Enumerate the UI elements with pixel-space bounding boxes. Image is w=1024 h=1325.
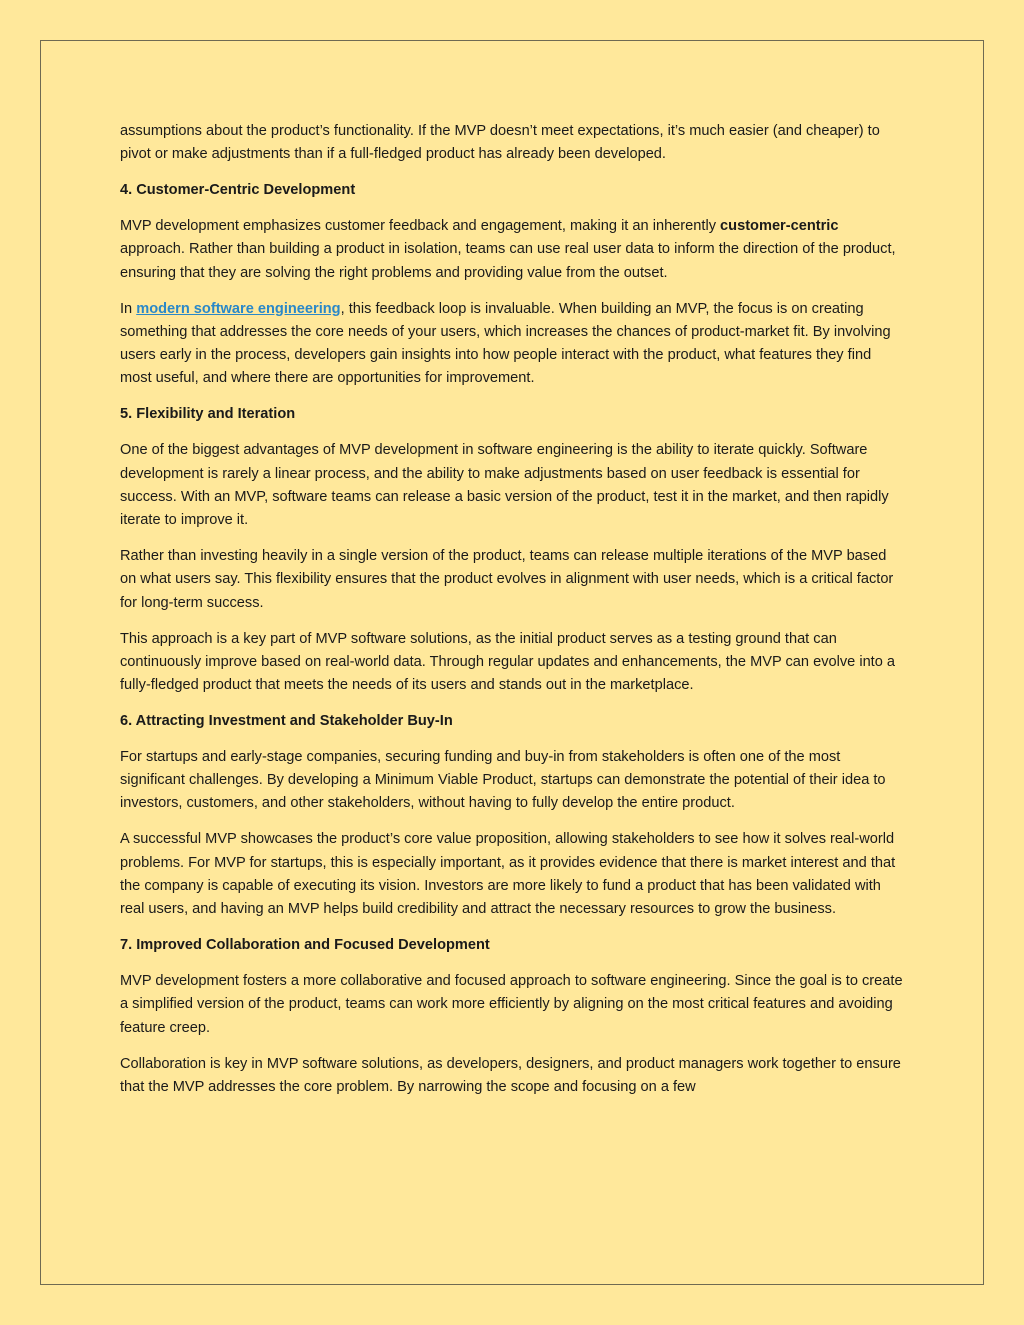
section-6-heading: 6. Attracting Investment and Stakeholder Buy-In — [120, 712, 453, 729]
section-5-paragraph-3: This approach is a key part of MVP software solutions, as the initial product serves as a testing ground that can continuously improve based on real-world data. Through regular updates and enhancements, the MVP can evolve into a fully-fledged product that meets the needs of its users and stands out in the marketplace. — [120, 630, 896, 694]
section-7-paragraph-2: Collaboration is key in MVP software solutions, as developers, designers, and product managers work together to ensure that the MVP addresses the core problem. By narrowing the scope and focusing on a few — [120, 1055, 901, 1095]
section-5-heading: 5. Flexibility and Iteration — [120, 406, 296, 423]
intro-paragraph: assumptions about the product’s functionality. If the MVP doesn’t meet expectations, it’s much easier (and cheaper) to pivot or make adjustments than if a full-fledged product has already been developed. — [120, 123, 880, 163]
section-4-heading: 4. Customer-Centric Development — [120, 182, 356, 199]
document-body — [120, 120, 905, 1112]
section-4-p2-text-start: In — [120, 300, 137, 317]
section-4-paragraph-1 — [120, 215, 905, 285]
customer-centric-bold: customer-centric — [720, 218, 839, 235]
section-5-paragraph-1: One of the biggest advantages of MVP development in software engineering is the ability to iterate quickly. Software development is rarely a linear process, and the ability to make adjustments based on user feedback is essential for success. With an MVP, software teams can release a basic version of the product, test it in the market, and then rapidly iterate to improve it. — [120, 442, 889, 529]
section-4-p1-text-start: MVP development emphasizes customer feedback and engagement, making it an inherently — [120, 218, 721, 235]
section-5-paragraph-2: Rather than investing heavily in a single version of the product, teams can release multiple iterations of the MVP based on what users say. This flexibility ensures that the product evolves in alignment with user needs, which is a critical factor for long-term success. — [120, 548, 894, 611]
section-7-paragraph-1: MVP development fosters a more collaborative and focused approach to software engineering. Since the goal is to create a simplified version of the product, teams can work more efficiently by aligning on the most critical features and avoiding feature creep. — [120, 973, 903, 1036]
section-6-paragraph-2: A successful MVP showcases the product’s core value proposition, allowing stakeholders to see how it solves real-world problems. For MVP for startups, this is especially important, as it provides evidence that there is market interest and that the company is capable of executing its vision. Investors are more likely to fund a product that has been validated with real users, and having an MVP helps build credibility and attract the necessary resources to grow the business. — [120, 831, 896, 918]
modern-software-engineering-link[interactable]: modern software engineering — [136, 300, 341, 317]
section-7-heading: 7. Improved Collaboration and Focused Development — [120, 937, 490, 954]
section-4-paragraph-2 — [120, 298, 905, 391]
section-4-p1-text-end: approach. Rather than building a product in isolation, teams can use real user data to inform the direction of the product, ensuring that they are solving the right problems and providing value from the outset. — [120, 241, 896, 281]
section-4-p2-text-end: , this feedback loop is invaluable. When building an MVP, the focus is on creating something that addresses the core needs of your users, which increases the chances of product-market fit. By involving users early in the process, developers gain insights into how people interact with the product, what features they find most useful, and where there are opportunities for improvement. — [120, 300, 891, 387]
section-6-paragraph-1: For startups and early-stage companies, securing funding and buy-in from stakeholders is often one of the most significant challenges. By developing a Minimum Viable Product, startups can demonstrate the potential of their idea to investors, customers, and other stakeholders, without having to fully develop the entire product. — [120, 748, 886, 812]
